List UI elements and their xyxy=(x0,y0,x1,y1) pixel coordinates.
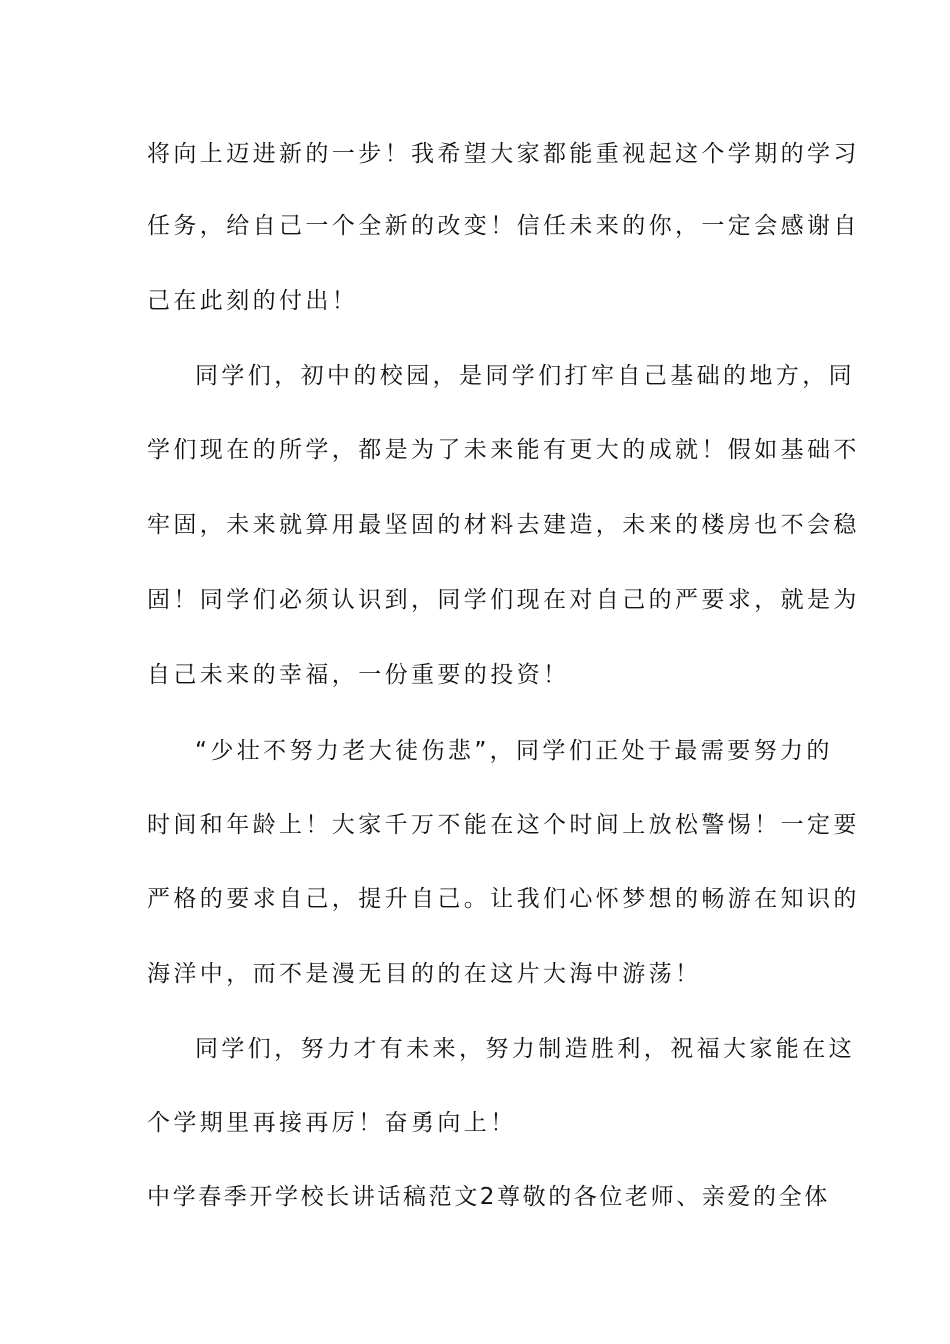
paragraph-first-line: 同学们，努力才有未来，努力制造胜利，祝福大家能在这 xyxy=(195,1036,855,1062)
text-line: 自己未来的幸福，一份重要的投资！ xyxy=(147,662,570,688)
text-line: 学们现在的所学，都是为了未来能有更大的成就！假如基础不 xyxy=(147,437,860,463)
text-line: 将向上迈进新的一步！我希望大家都能重视起这个学期的学习 xyxy=(147,141,860,167)
text-line: 牢固，未来就算用最坚固的材料去建造，未来的楼房也不会稳 xyxy=(147,512,860,538)
text-line: 个学期里再接再厉！奋勇向上！ xyxy=(147,1110,517,1136)
paragraph-first-line: 同学们，初中的校园，是同学们打牢自己基础的地方，同 xyxy=(195,363,855,389)
text-line: 时间和年龄上！大家千万不能在这个时间上放松警惕！一定要 xyxy=(147,812,860,838)
section-title-line: 中学春季开学校长讲话稿范文2尊敬的各位老师、亲爱的全体 xyxy=(147,1184,830,1210)
text-line: 固！同学们必须认识到，同学们现在对自己的严要求，就是为 xyxy=(147,587,860,613)
text-line: 海洋中，而不是漫无目的的在这片大海中游荡！ xyxy=(147,961,702,987)
text-line: 己在此刻的付出！ xyxy=(147,288,359,314)
text-line: 任务，给自己一个全新的改变！信任未来的你，一定会感谢自 xyxy=(147,213,860,239)
paragraph-first-line: “少壮不努力老大徒伤悲”，同学们正处于最需要努力的 xyxy=(195,738,833,764)
text-line: 严格的要求自己，提升自己。让我们心怀梦想的畅游在知识的 xyxy=(147,886,860,912)
